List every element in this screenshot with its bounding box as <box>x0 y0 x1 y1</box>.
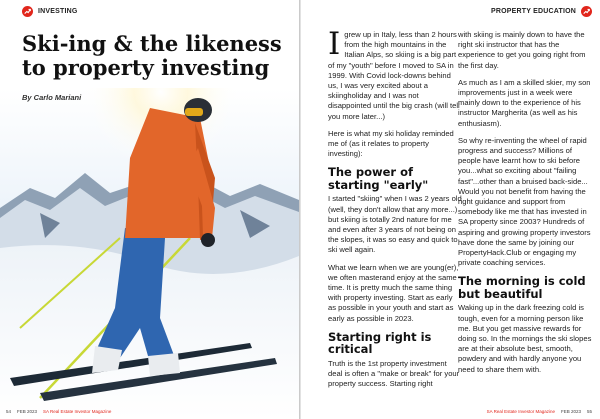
right-page <box>301 0 600 419</box>
right-footer <box>487 407 592 415</box>
publication-name: SA Real Estate Investor Magazine <box>486 408 555 414</box>
paragraph: I started "skiing" when I was 2 years old (well, they don't allow that any more...) but skiing is totally 2nd nature for me and even after 3 years of not being on the slopes, it was so easy and quick to ski well again. <box>328 194 462 255</box>
subheading: Starting right is critical <box>328 329 432 357</box>
left-header <box>22 5 78 17</box>
paragraph: Waking up in the dark freezing cold is tough, even for a morning person like me. But you get massive rewards for doing so. In the mornings the ski slopes are at their absolute best, smooth, powdery and with hardly anyone you need to share them with. <box>458 303 592 374</box>
paragraph: Truth is the 1st property investment deal is often a "make or break" for your property success. Starting right <box>328 358 460 389</box>
subheading: The morning is cold but beautiful <box>458 274 586 301</box>
paragraph: Here is what my ski holiday reminded me of (as it relates to property investing): <box>328 128 454 159</box>
article-title: Ski-ing & the likeness to property investing <box>22 31 282 80</box>
paragraph: with skiing is mainly down to have the right ski instructor that has the experience to get you going right from the first day. <box>458 30 586 70</box>
publication-name: SA Real Estate Investor Magazine <box>43 408 112 414</box>
intro-paragraph: Igrew up in Italy, less than 2 hours from the high mountains in the Italian Alps, so skiing is a big part of my "youth" before I moved to SA in 1999. With Covid lock-downs behind us, I was very excited about a skiingholiday and I was not disappointed until the big crash (will tell you more later...) <box>328 26 460 121</box>
left-page <box>0 0 299 419</box>
left-footer <box>6 407 111 415</box>
right-header <box>491 5 592 17</box>
paragraph: As much as I am a skilled skier, my son improvements just in a week were mainly down to the experience of his instructor Margherita (as well as his enthusiasm). <box>458 77 591 128</box>
arrow-up-icon <box>581 6 592 17</box>
drop-cap: I <box>328 26 341 62</box>
arrow-up-icon <box>22 6 33 17</box>
section-label: PROPERTY EDUCATION <box>490 7 576 15</box>
page-number: 55 <box>586 408 592 414</box>
section-label: INVESTING <box>38 7 78 15</box>
issue-date: FEB 2023 <box>560 408 581 414</box>
byline: By Carlo Mariani <box>22 93 82 102</box>
paragraph: What we learn when we are young(er), we often masterand enjoy at the same time. It is pretty much the same thing with property investing. Start as early as possible in your youth and start as early as possible in 2023. <box>328 262 459 323</box>
article-column-1 <box>328 26 462 396</box>
skier-photo <box>0 88 299 419</box>
paragraph: So why re-inventing the wheel of rapid progress and success? Millions of people have learnt how to ski before you...what so exciting about "failing fast"...other than a bruised back-side... Would you not benefit from having the right guidance and support from somebody like me that has invested in SA property since 2003? Hundreds of aspiring and growing property investors have done the same by joining our PropertyHack.Club or engaging my private coaching services. <box>458 135 591 268</box>
issue-date: FEB 2023 <box>17 408 38 414</box>
subheading: The power of starting "early" <box>328 165 429 192</box>
article-column-2 <box>458 30 594 382</box>
page-number: 54 <box>6 408 12 414</box>
